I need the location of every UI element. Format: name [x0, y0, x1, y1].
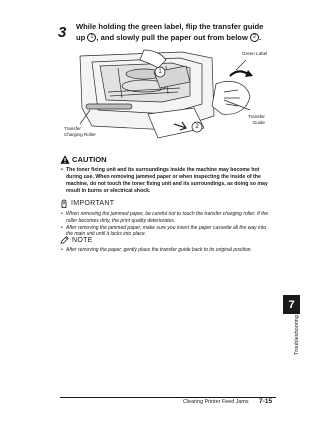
important-bullet: • — [61, 224, 63, 231]
step-marker-1: 1 — [87, 33, 96, 42]
transfer-guide-callout — [248, 114, 265, 125]
transfer-guide-callout-line-2: Guide — [252, 119, 265, 125]
chapter-side-title: Troubleshooting — [294, 315, 300, 355]
green-label-callout: Green Label — [242, 51, 268, 56]
note-item — [61, 247, 271, 254]
figure-marker-1: 1 — [158, 69, 162, 75]
important-heading — [60, 199, 114, 208]
charging-roller-callout — [64, 126, 96, 137]
footer-section-title: Clearing Printer Feed Jams — [183, 399, 249, 405]
figure-marker-2: 2 — [195, 124, 199, 130]
charging-roller-callout-line-2: Charging Roller — [64, 131, 96, 137]
note-item-text: After removing the paper, gently place the transfer guide back to its original position. — [66, 247, 252, 253]
step-text-part-2: , and slowly pull the paper out from below — [96, 32, 250, 42]
chapter-tab: 7 — [283, 295, 300, 314]
note-title: NOTE — [72, 236, 93, 244]
note-bullet: • — [61, 247, 63, 253]
important-item-text: When removing the jammed paper, be careful not to touch the transfer charging roller. If the roller becomes dirty, the print quality deteriorates. — [66, 211, 269, 224]
important-item-text: After removing the jammed paper, make sure you insert the paper cassette all the way into the main unit until it locks into place. — [66, 224, 267, 238]
pencil-note-icon — [60, 236, 69, 244]
step-instruction — [76, 22, 272, 43]
caution-heading — [60, 155, 107, 164]
caution-text-block — [61, 167, 271, 195]
step-text-part-3: . — [258, 32, 262, 42]
note-list — [61, 247, 271, 254]
step-text-part-1: While holding the green label, flip the transfer guide up — [76, 22, 264, 42]
important-hand-icon — [60, 199, 68, 208]
important-item — [61, 211, 271, 224]
printer-illustration — [62, 48, 276, 148]
caution-title: CAUTION — [72, 155, 107, 164]
note-heading — [60, 236, 93, 244]
page-number: 7-15 — [259, 398, 273, 405]
important-list — [61, 211, 271, 239]
step-number: 3 — [58, 24, 67, 41]
charging-roller-callout-line-1: Transfer — [64, 126, 81, 131]
important-item — [61, 224, 271, 238]
caution-bullet: • — [61, 167, 63, 173]
footer-divider — [60, 397, 276, 398]
step-marker-2: 2 — [250, 33, 259, 42]
warning-icon — [60, 155, 70, 164]
important-title: IMPORTANT — [71, 200, 115, 207]
caution-text: The toner fixing unit and its surroundings inside the machine may become hot during use. When removing jammed paper or when inspecting the inside of the machine, do not touch the toner fixing unit and its surroundings, as doing so may result in burns or electrical shock. — [66, 167, 268, 194]
transfer-guide-callout-line-1: Transfer — [248, 114, 265, 119]
important-bullet: • — [61, 211, 63, 217]
